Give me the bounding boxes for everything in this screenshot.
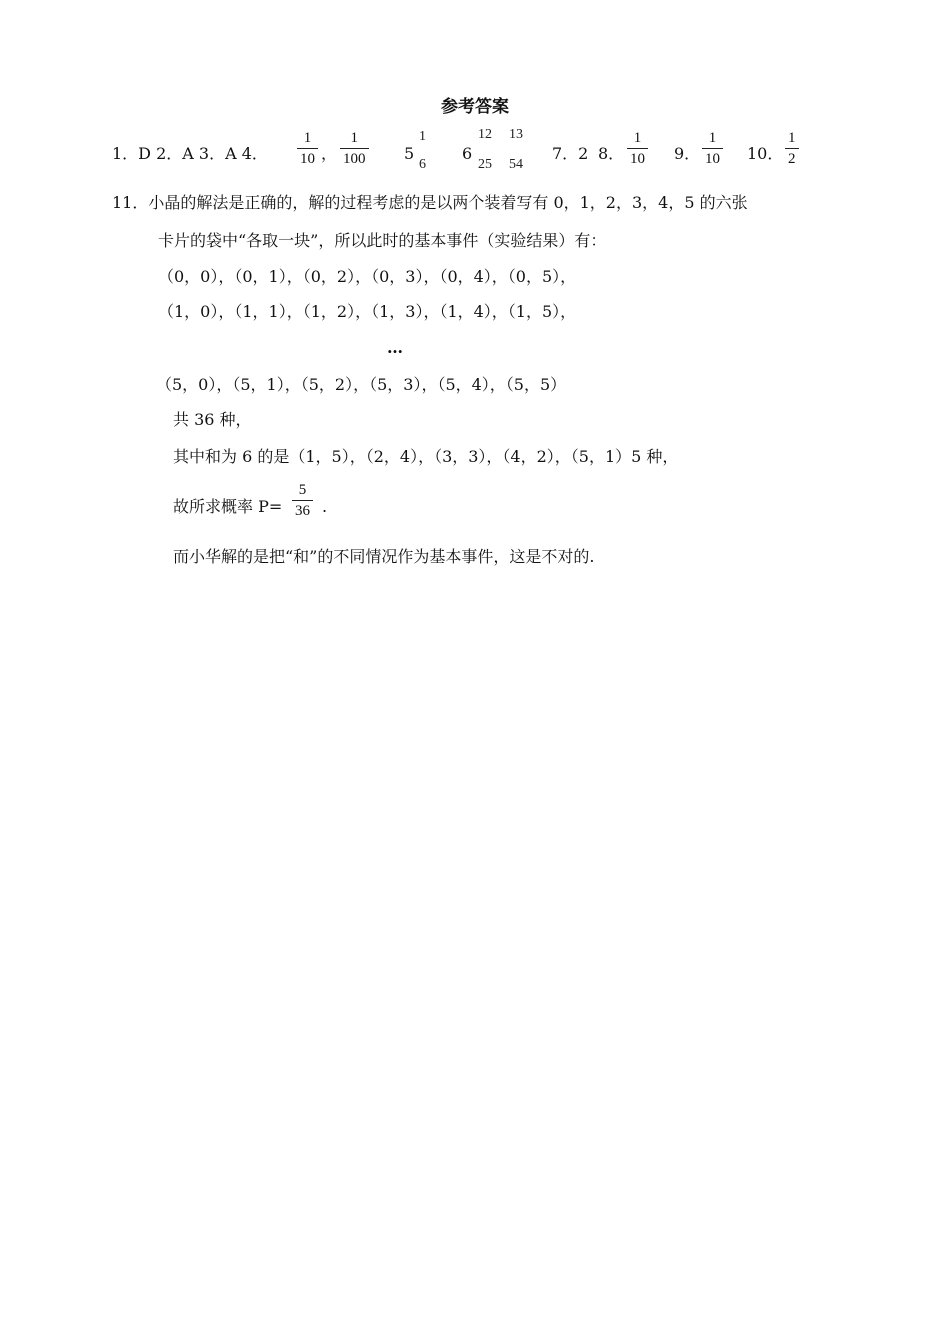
answer-8-label: 8． (598, 144, 625, 163)
answers-1-to-4-prefix: 1．D 2．A 3．A 4． (112, 144, 268, 163)
outcomes-ellipsis: … (387, 338, 403, 357)
answer-6-f2-den: 54 (509, 157, 523, 172)
answer-9-label: 9． (674, 144, 701, 163)
q11-line-2: 卡片的袋中“各取一块”，所以此时的基本事件（实验结果）有： (158, 231, 607, 250)
outcomes-row-0: （0，0），（0，1），（0，2），（0，3），（0，4），（0，5）， (158, 267, 577, 286)
outcomes-row-1: （1，0），（1，1），（1，2），（1，3），（1，4），（1，5）， (158, 302, 577, 321)
outcomes-row-5: （5，0），（5，1），（5，2），（5，3），（5，4），（5，5） (156, 375, 567, 394)
answer-5-num: 1 (419, 129, 426, 144)
probability-fraction: 5 36 (292, 482, 313, 520)
total-count: 共 36 种， (173, 410, 252, 429)
probability-prefix: 故所求概率 P= (173, 497, 283, 516)
sum-six-cases: 其中和为 6 的是（1，5），（2，4），（3，3），（4，2），（5，1）5 种， (173, 447, 679, 466)
page-title: 参考答案 (441, 97, 509, 117)
answer-5-den: 6 (419, 157, 426, 172)
comma: ， (321, 144, 338, 163)
answer-6-f1-num: 12 (478, 127, 492, 142)
answer-10-label: 10． (747, 144, 784, 163)
answer-6-label: 6 (462, 144, 473, 163)
answer-7: 7．2 (552, 144, 589, 163)
answer-6-f1-den: 25 (478, 157, 492, 172)
fraction-4a: 1 10 (297, 130, 318, 168)
q11-line-1: 11．小晶的解法是正确的，解的过程考虑的是以两个装着写有 0，1，2，3，4，5 的六张 (112, 193, 748, 212)
fraction-9: 1 10 (702, 130, 723, 168)
answer-5-label: 5 (404, 144, 415, 163)
fraction-8: 1 10 (627, 130, 648, 168)
probability-suffix: . (322, 497, 328, 516)
conclusion: 而小华解的是把“和”的不同情况作为基本事件，这是不对的. (173, 547, 595, 566)
fraction-10: 1 2 (785, 130, 799, 168)
fraction-4b: 1 100 (340, 130, 369, 168)
answer-6-f2-num: 13 (509, 127, 523, 142)
